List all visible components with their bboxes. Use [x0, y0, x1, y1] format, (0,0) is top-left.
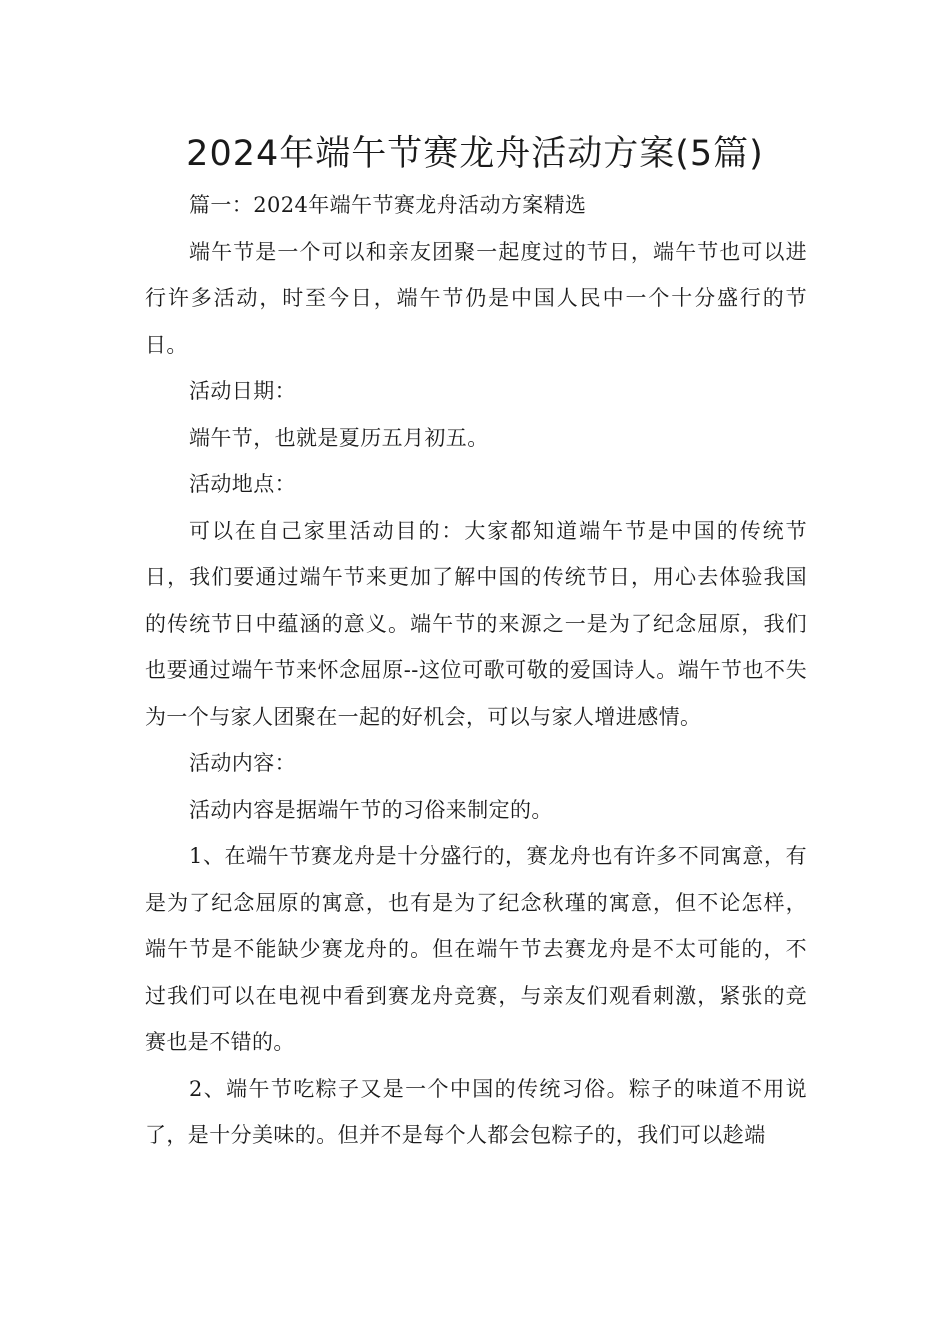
- paragraph-item-1: 1、在端午节赛龙舟是十分盛行的，赛龙舟也有许多不同寓意，有是为了纪念屈原的寓意，也有是为了纪念秋瑾的寓意，但不论怎样，端午节是不能缺少赛龙舟的。但在端午节去赛龙舟是不太可能的，不过我们可以在电视中看到赛龙舟竞赛，与亲友们观看刺激，紧张的竞赛也是不错的。: [145, 844, 807, 1054]
- paragraph-intro: 端午节是一个可以和亲友团聚一起度过的节日，端午节也可以进行许多活动，时至今日，端午节仍是中国人民中一个十分盛行的节日。: [145, 239, 807, 357]
- paragraph-section-heading: 篇一：2024年端午节赛龙舟活动方案精选: [189, 193, 587, 217]
- paragraph-date-label: 活动日期：: [189, 379, 296, 403]
- paragraph-location-purpose: 可以在自己家里活动目的：大家都知道端午节是中国的传统节日，我们要通过端午节来更加了解中国的传统节日，用心去体验我国的传统节日中蕴涵的意义。端午节的来源之一是为了纪念屈原，我们也要通过端午节来怀念屈原--这位可歌可敬的爱国诗人。端午节也不失为一个与家人团聚在一起的好机会，可以与家人增进感情。: [145, 518, 807, 729]
- paragraph-location-label: 活动地点：: [189, 472, 296, 496]
- paragraph-item-2: 2、端午节吃粽子又是一个中国的传统习俗。粽子的味道不用说了，是十分美味的。但并不是每个人都会包粽子的，我们可以趁端: [145, 1076, 807, 1147]
- document-body: [145, 182, 807, 1159]
- paragraph-content-intro: 活动内容是据端午节的习俗来制定的。: [189, 797, 553, 822]
- paragraph-content-label: 活动内容：: [189, 751, 296, 775]
- paragraph-date-value: 端午节，也就是夏历五月初五。: [189, 425, 489, 450]
- document-title: 2024年端午节赛龙舟活动方案(5篇): [186, 134, 764, 174]
